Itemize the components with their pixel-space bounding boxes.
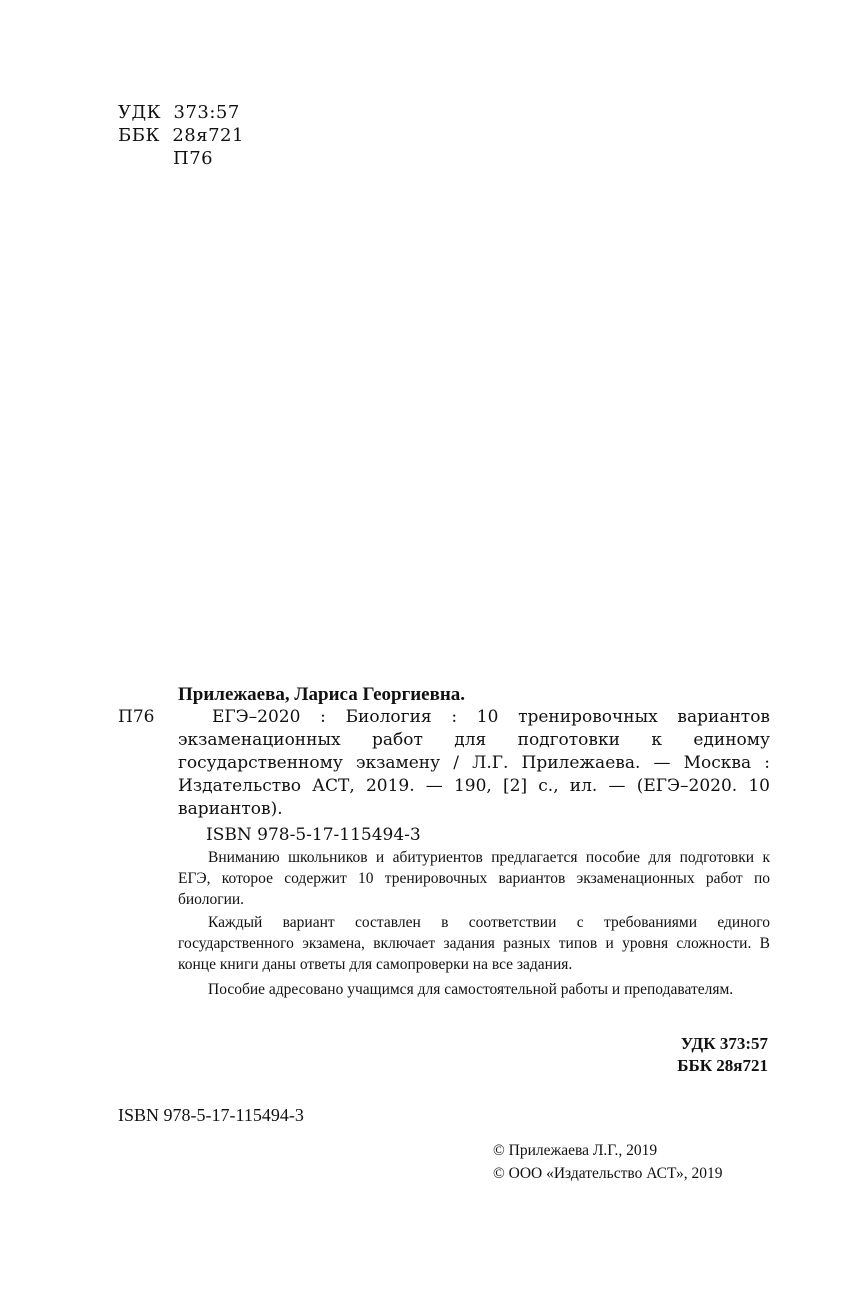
copyright-notices — [493, 1139, 723, 1185]
bbk-code: ББК 28я721 — [118, 125, 244, 146]
copyright-author: © Прилежаева Л.Г., 2019 — [493, 1142, 658, 1159]
copyright-publisher: © ООО «Издательство АСТ», 2019 — [493, 1165, 723, 1182]
cutter-code: П76 — [173, 148, 214, 169]
annotation-paragraph: Вниманию школьников и абитуриентов предлагается пособие для подготовки к ЕГЭ, которое содержит 10 тренировочных вариантов экзаменационных работ по биологии. — [178, 849, 770, 908]
header-classification-codes — [118, 101, 244, 170]
isbn-bottom: ISBN 978-5-17-115494-3 — [118, 1105, 304, 1125]
entry-isbn: ISBN 978-5-17-115494-3 — [206, 825, 421, 845]
bibliographic-description — [118, 706, 770, 821]
udk-code: УДК 373:57 — [118, 102, 240, 123]
entry-cutter-code: П76 — [118, 707, 155, 727]
annotation-paragraph: Пособие адресовано учащимся для самостоятельной работы и преподавателям. — [208, 981, 734, 998]
footer-classification-codes — [677, 1033, 768, 1077]
footer-udk-code: УДК 373:57 — [680, 1034, 768, 1053]
annotation — [178, 847, 770, 1003]
author-name: Прилежаева, Лариса Георгиевна. — [178, 684, 466, 705]
annotation-paragraph: Каждый вариант составлен в соответствии с требованиями единого государственного экзамена, включает задания разных типов и уровня сложности. В конце книги даны ответы для самопроверки на все задания. — [178, 914, 770, 973]
catalog-entry — [118, 683, 770, 1003]
description-body: ЕГЭ–2020 : Биология : 10 тренировочных вариантов экзаменационных работ для подготовки к единому государственному экзамену / Л.Г. Прилежаева. — Москва : Издательство АСТ, 2019. — 190, [2] с., ил. — (ЕГЭ–2020. 10 вариантов). — [178, 707, 770, 819]
footer-bbk-code: ББК 28я721 — [677, 1056, 768, 1075]
description-text — [178, 706, 770, 821]
